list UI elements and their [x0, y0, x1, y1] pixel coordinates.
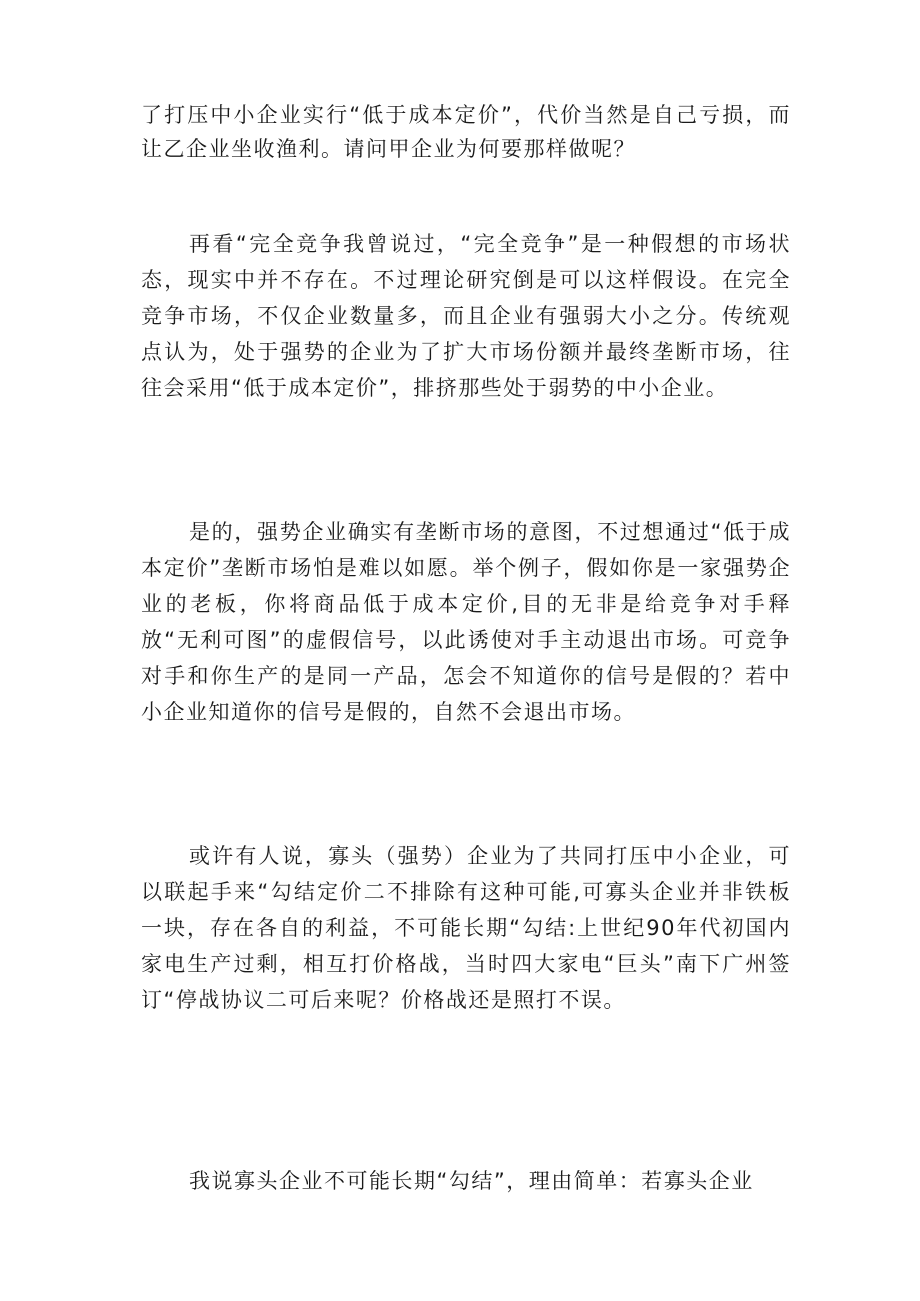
- paragraph-1: 了打压中小企业实行“低于成本定价”，代价当然是自己亏损，而让乙企业坐收渔利。请问甲企业为何要那样做呢？: [141, 103, 791, 161]
- paragraph-2: 再看“完全竞争我曾说过，“完全竞争”是一种假想的市场状态，现实中并不存在。不过理论研究倒是可以这样假设。在完全竞争市场，不仅企业数量多，而且企业有强弱大小之分。传统观点认为，处于强势的企业为了扩大市场份额并最终垄断市场，往往会采用“低于成本定价”，排挤那些处于弱势的中小企业。: [141, 232, 791, 400]
- paragraph-4: 或许有人说，寡头（强势）企业为了共同打压中小企业，可以联起手来“勾结定价二不排除有这种可能,可寡头企业并非铁板一块，存在各自的利益，不可能长期“勾结:上世纪90年代初国内家电生产过剩，相互打价格战，当时四大家电“巨头”南下广州签订“停战协议二可后来呢？价格战还是照打不误。: [141, 844, 791, 1012]
- paragraph-5: 我说寡头企业不可能长期“勾结”，理由简单：若寡头企业: [189, 1169, 754, 1193]
- paragraph-3: 是的，强势企业确实有垄断市场的意图，不过想通过“低于成本定价”垄断市场怕是难以如愿。举个例子，假如你是一家强势企业的老板，你将商品低于成本定价,目的无非是给竞争对手释放“无利可图”的虚假信号，以此诱使对手主动退出市场。可竞争对手和你生产的是同一产品，怎会不知道你的信号是假的？若中小企业知道你的信号是假的，自然不会退出市场。: [141, 520, 791, 724]
